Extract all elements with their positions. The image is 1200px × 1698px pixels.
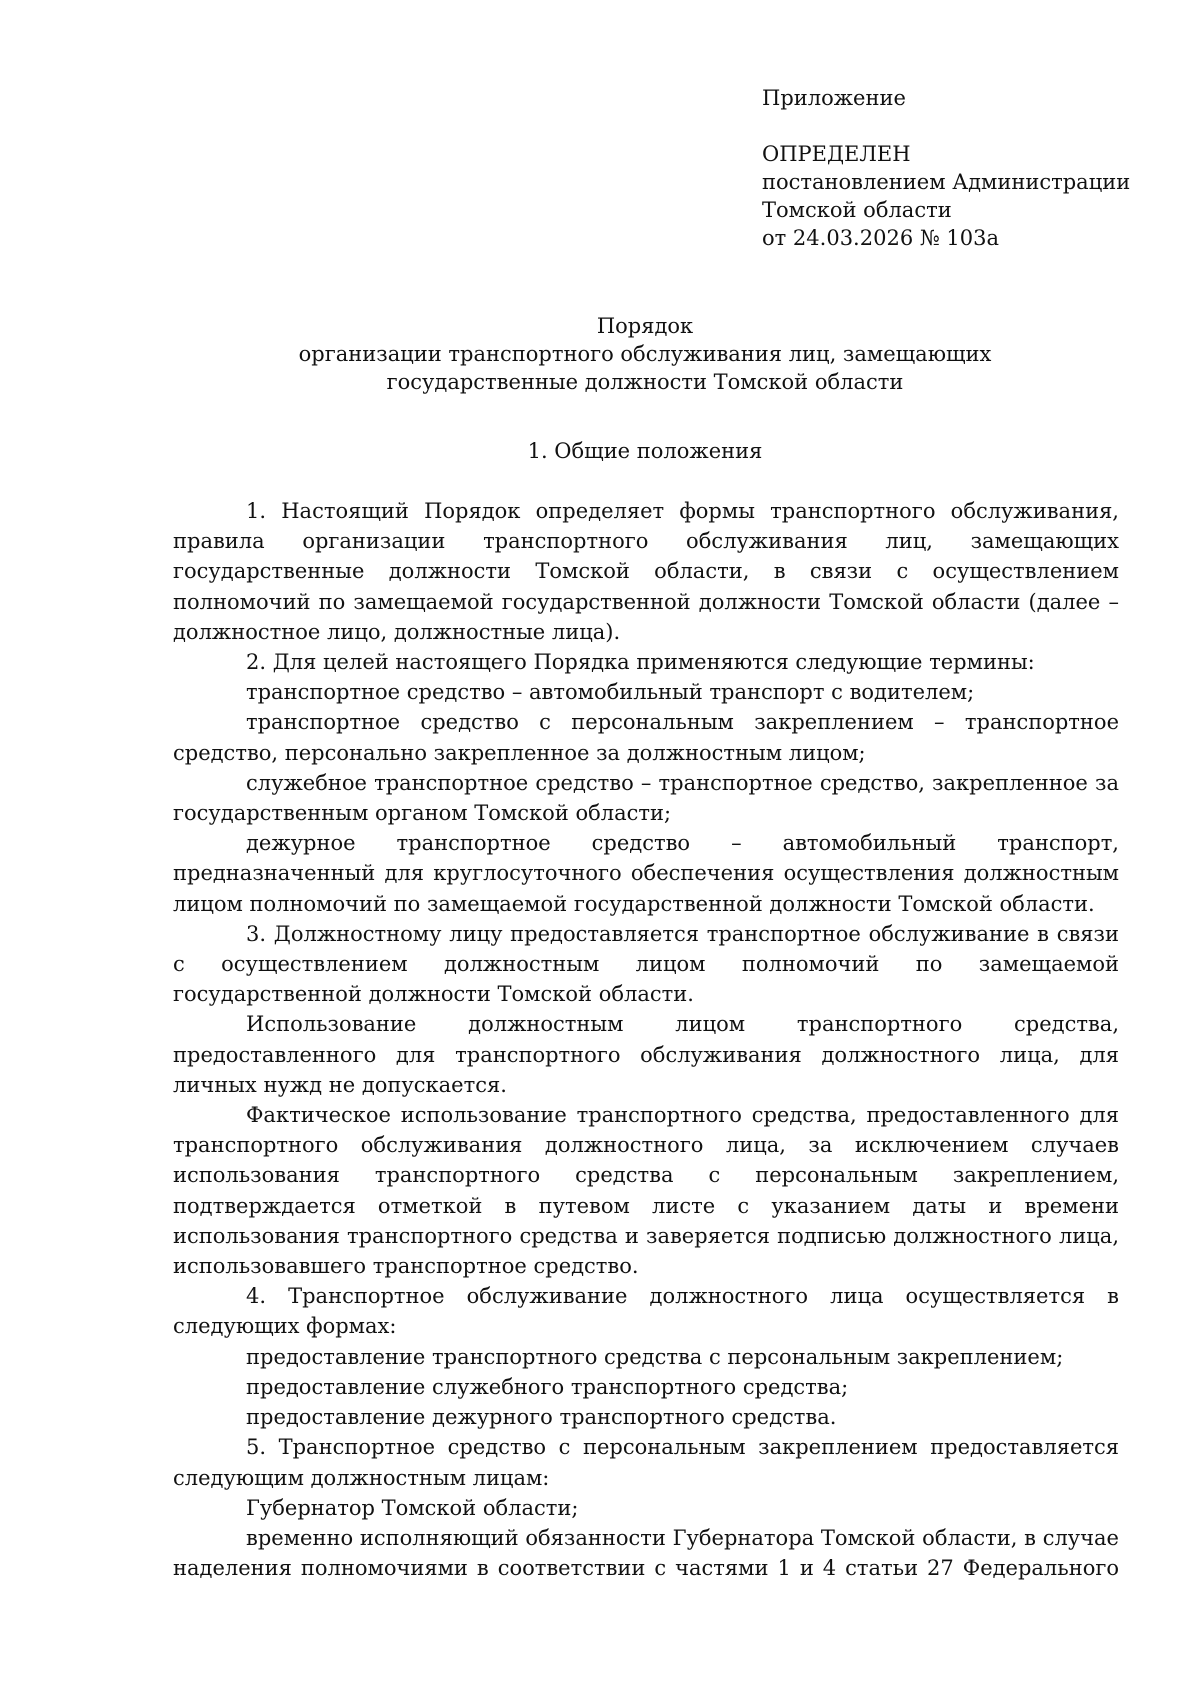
title-line-1: Порядок [596, 314, 694, 338]
title-line-2: организации транспортного обслуживания лиц, замещающих [298, 342, 992, 366]
resolution-label: постановлением Администрации [762, 170, 1131, 194]
paragraph: предоставление транспортного средства с персональным закреплением; [246, 1344, 1064, 1369]
paragraph: транспортное средство с персональным закреплением – транспортное средство, персонально закрепленное за должностным лицом; [173, 710, 1119, 765]
approval-stamp [762, 84, 1162, 252]
paragraph: 1. Настоящий Порядок определяет формы транспортного обслуживания, правила организации транспортного обслуживания лиц, замещающих государственные должности Томской области, в связи с осуществлением полномочий по замещаемой государственной должности Томской области (далее – должностное лицо, должностные лица). [173, 499, 1119, 644]
paragraph: 4. Транспортное обслуживание должностного лица осуществляется в следующих формах: [173, 1284, 1119, 1339]
paragraph: временно исполняющий обязанности Губернатора Томской области, в случае наделения полномочиями в соответствии с частями 1 и 4 статьи 27 Федерального [173, 1525, 1119, 1581]
paragraph: Губернатор Томской области; [246, 1495, 579, 1520]
date-number-label: от 24.03.2026 № 103а [762, 226, 999, 250]
paragraph: 5. Транспортное средство с персональным закреплением предоставляется следующим должностным лицам: [173, 1435, 1119, 1490]
paragraph: Использование должностным лицом транспортного средства, предоставленного для транспортного обслуживания должностного лица, для личных нужд не допускается. [173, 1012, 1119, 1097]
paragraph: предоставление служебного транспортного средства; [246, 1374, 849, 1399]
document-title [0, 312, 1200, 396]
title-line-3: государственные должности Томской области [386, 370, 904, 394]
paragraph: служебное транспортное средство – транспортное средство, закрепленное за государственным органом Томской области; [173, 770, 1119, 826]
region-label: Томской области [762, 198, 952, 222]
paragraph: 2. Для целей настоящего Порядка применяются следующие термины: [246, 650, 1035, 675]
paragraph: 3. Должностному лицу предоставляется транспортное обслуживание в связи с осуществлением должностным лицом полномочий по замещаемой государственной должности Томской области. [173, 921, 1119, 1007]
paragraph: Фактическое использование транспортного средства, предоставленного для транспортного обслуживания должностного лица, за исключением случаев использования транспортного средства с персональным закреплением, подтверждается отметкой в путевом листе с указанием даты и времени использования транспортного средства и заверяется подписью должностного лица, использовавшего транспортное средство. [173, 1103, 1119, 1279]
paragraph: транспортное средство – автомобильный транспорт с водителем; [246, 680, 975, 705]
paragraph: дежурное транспортное средство – автомобильный транспорт, предназначенный для круглосуточного обеспечения осуществления должностным лицом полномочий по замещаемой государственной должности Томской области. [173, 831, 1119, 916]
approval-gap [762, 112, 1162, 140]
appendix-label: Приложение [762, 86, 906, 110]
section-heading: 1. Общие положения [527, 439, 763, 463]
document-body [173, 496, 1119, 1583]
paragraph: предоставление дежурного транспортного средства. [246, 1405, 837, 1430]
determined-label: ОПРЕДЕЛЕН [762, 142, 911, 166]
